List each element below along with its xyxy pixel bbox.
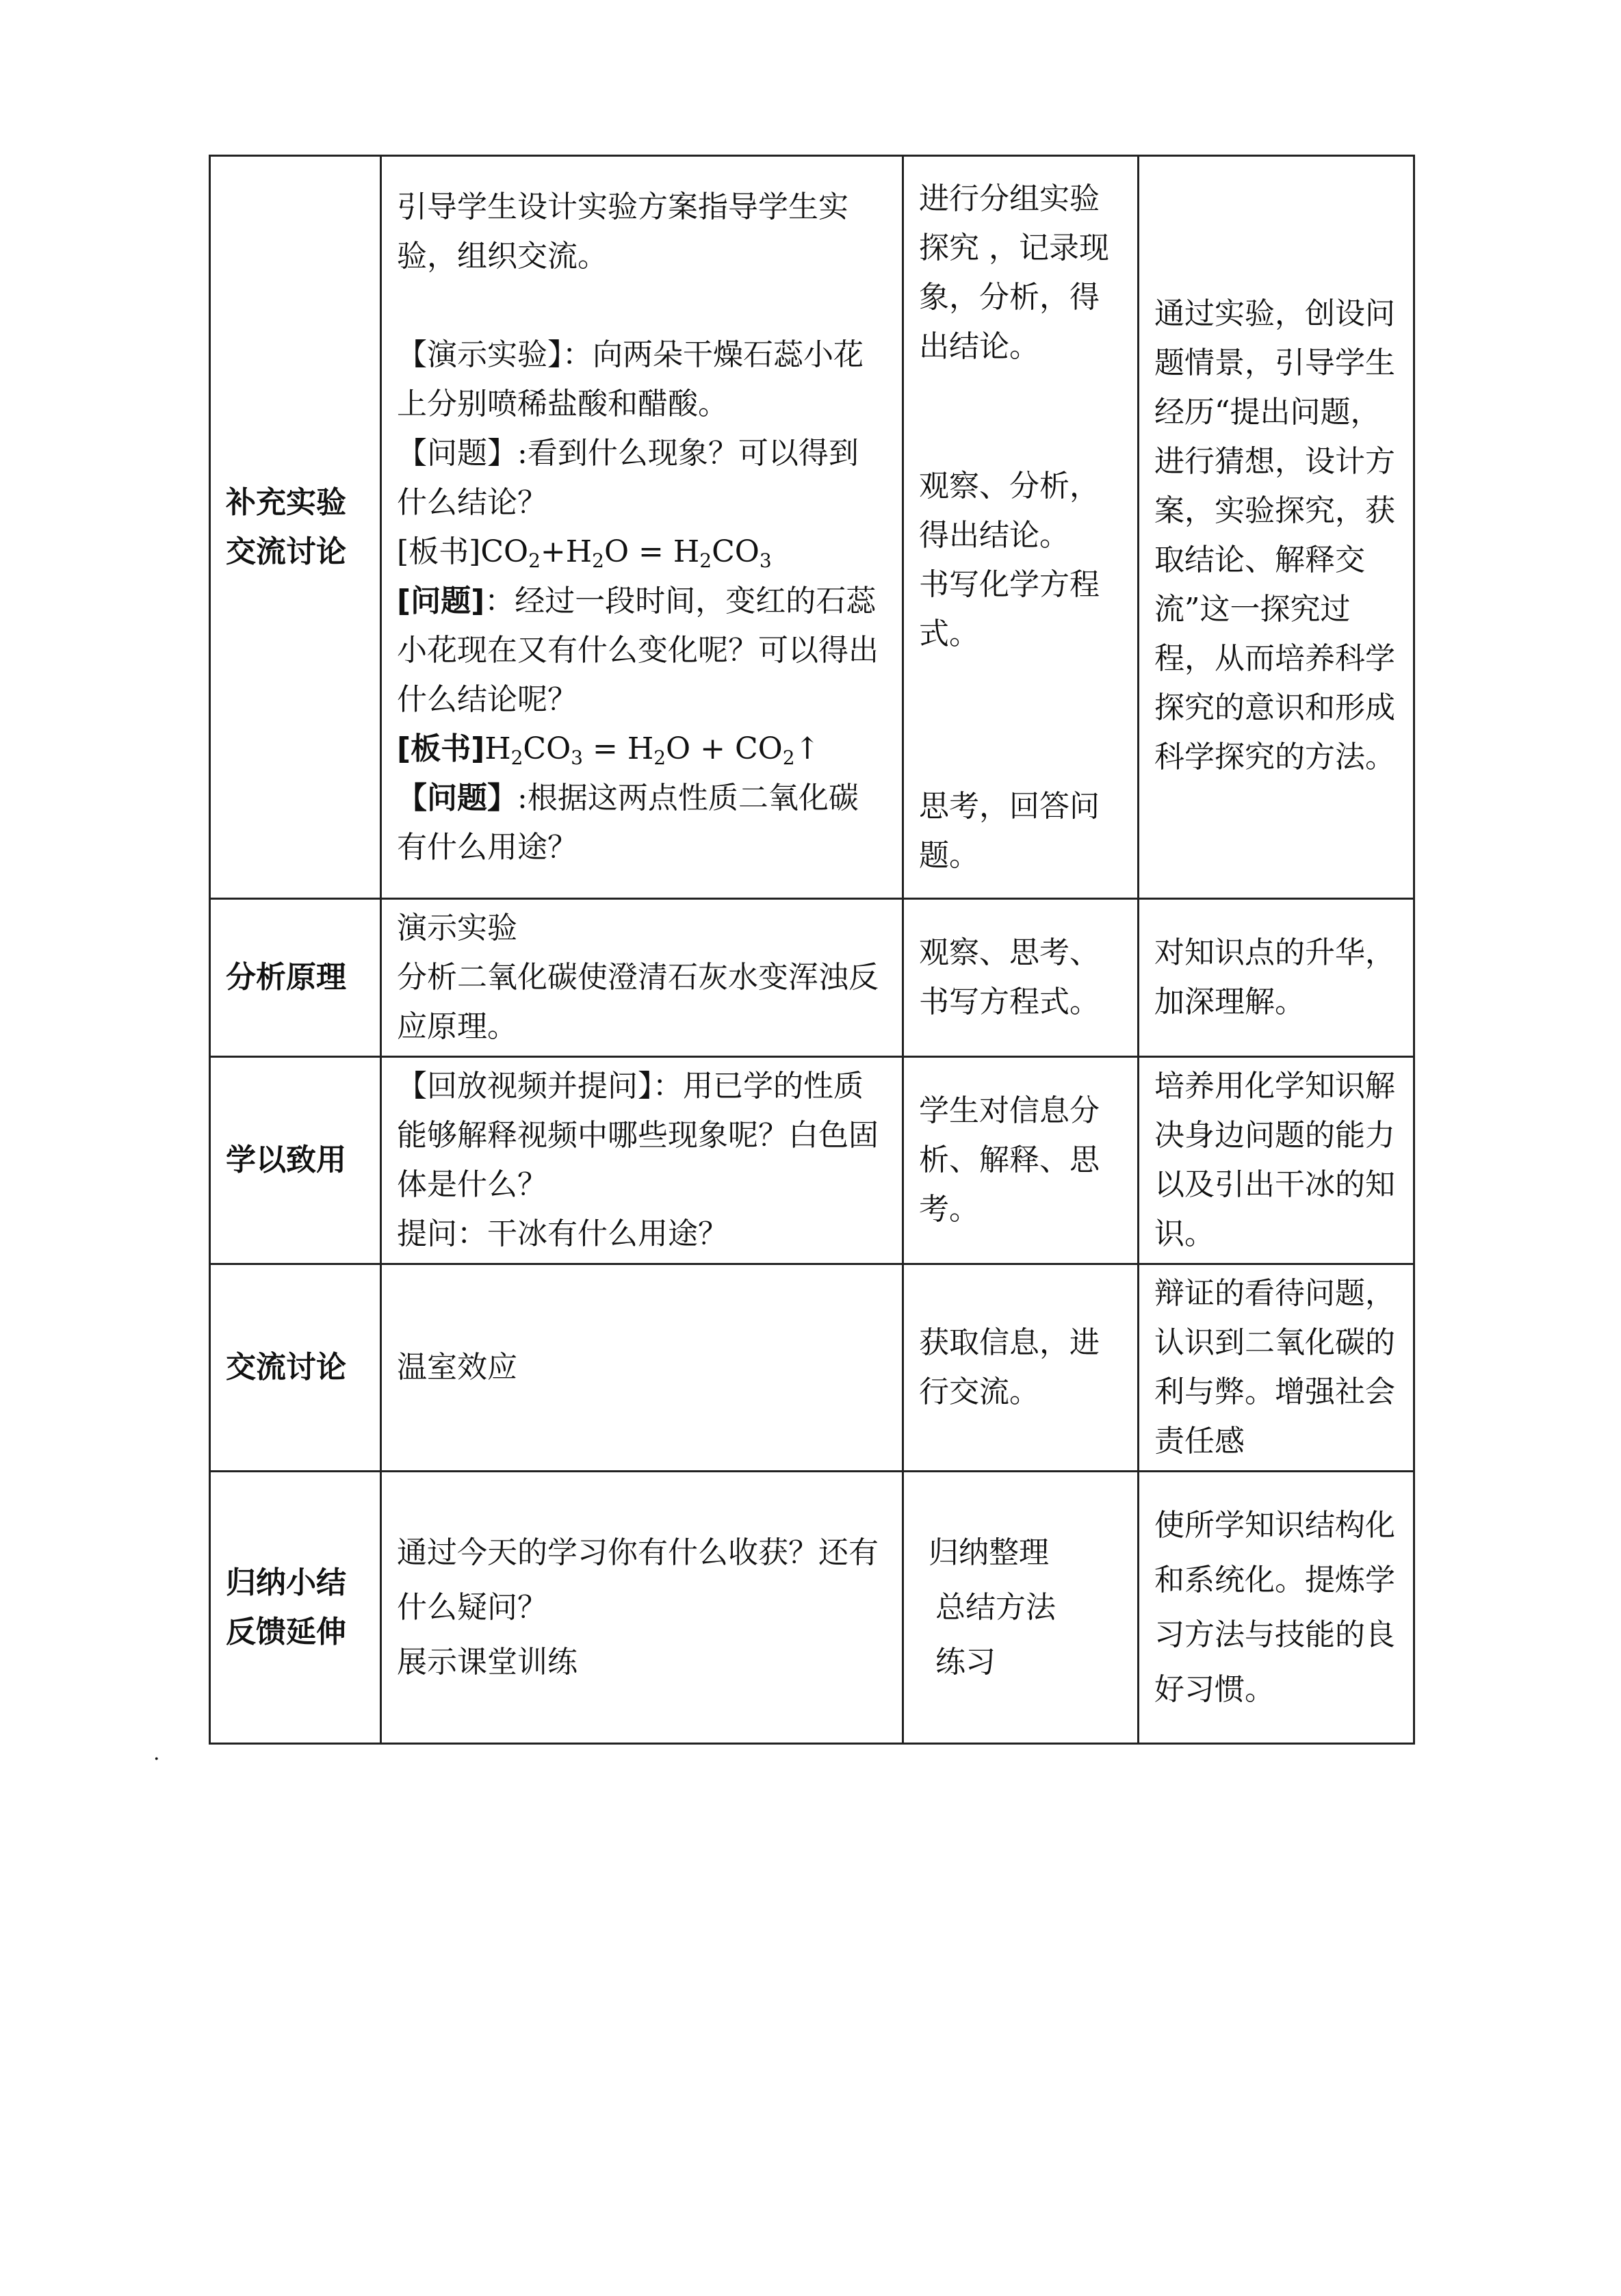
table-row	[210, 1264, 1414, 1472]
table-row	[210, 1057, 1414, 1264]
table-row	[210, 1472, 1414, 1744]
phase-cell	[210, 1057, 381, 1264]
student-activity-cell	[903, 1264, 1139, 1472]
phase-label: 补充实验	[226, 484, 346, 520]
purpose-text: 辩证的看待问题，认识到二氧化碳的利与弊。增强社会责任感	[1154, 1276, 1395, 1459]
phase-cell	[210, 156, 381, 899]
student-text: 学生对信息分析、解释、思考。	[919, 1093, 1100, 1227]
teacher-activity-cell	[381, 156, 903, 899]
phase-cell	[210, 899, 381, 1057]
teacher-activity-cell	[381, 1472, 903, 1744]
teacher-text: 【问题】:根据这两点性质二氧化碳有什么用途？	[397, 780, 859, 865]
student-text: 获取信息，进行交流。	[919, 1325, 1100, 1409]
teacher-text: [问题]：经过一段时间，变红的石蕊小花现在又有什么变化呢？可以得出什么结论呢？	[397, 583, 879, 717]
purpose-text: 使所学知识结构化和系统化。提炼学习方法与技能的良好习惯。	[1154, 1507, 1395, 1707]
lesson-plan-table	[209, 155, 1415, 1745]
teacher-activity-cell	[381, 899, 903, 1057]
purpose-text: 对知识点的升华，加深理解。	[1154, 935, 1395, 1019]
phase-label: 分析原理	[226, 960, 346, 995]
phase-cell	[210, 1472, 381, 1744]
student-text: 观察、分析，得出结论。	[919, 468, 1100, 553]
student-text: 总结方法	[935, 1589, 1056, 1625]
teacher-text: 提问：干冰有什么用途？	[397, 1216, 728, 1251]
teacher-activity-cell	[381, 1057, 903, 1264]
teacher-text: 温室效应	[397, 1350, 517, 1385]
design-purpose-cell	[1139, 1057, 1414, 1264]
teacher-text: 引导学生设计实验方案指导学生实验，组织交流。	[397, 189, 848, 274]
student-text: 思考，回答问题。	[919, 788, 1100, 873]
student-activity-cell	[903, 156, 1139, 899]
phase-label: 交流讨论	[226, 1350, 346, 1385]
purpose-text: 通过实验，创设问题情景，引导学生经历“提出问题，进行猜想，设计方案，实验探究，获取结论、解释交流”这一探究过程，从而培养科学探究的意识和形成科学探究的方法。	[1154, 296, 1395, 774]
table-row	[210, 899, 1414, 1057]
design-purpose-cell	[1139, 899, 1414, 1057]
phase-label: 学以致用	[226, 1143, 346, 1177]
student-text: 观察、思考、书写方程式。	[919, 935, 1100, 1019]
design-purpose-cell	[1139, 1472, 1414, 1744]
board-equation-1: [板书]$CO_2+H_2O = H_2CO_3$	[397, 534, 772, 572]
design-purpose-cell	[1139, 1264, 1414, 1472]
teacher-text: 通过今天的学习你有什么收获？还有什么疑问？	[397, 1535, 879, 1625]
student-activity-cell	[903, 899, 1139, 1057]
teacher-text: 【回放视频并提问】：用已学的性质能够解释视频中哪些现象呢？白色固体是什么？	[397, 1069, 879, 1202]
student-text: 归纳整理	[929, 1535, 1049, 1570]
teacher-text: 演示实验	[397, 911, 517, 945]
student-activity-cell	[903, 1057, 1139, 1264]
phase-label: 归纳小结	[226, 1565, 346, 1600]
phase-label: 交流讨论	[226, 534, 346, 569]
table-row	[210, 156, 1414, 899]
teacher-activity-cell	[381, 1264, 903, 1472]
footer-mark: .	[153, 1741, 160, 1765]
teacher-text: 分析二氧化碳使澄清石灰水变浑浊反应原理。	[397, 960, 879, 1044]
design-purpose-cell	[1139, 156, 1414, 899]
board-equation-2: [板书]$H_2CO_3 = H_2O$ + $CO_2↑$	[397, 731, 820, 769]
purpose-text: 培养用化学知识解决身边问题的能力以及引出干冰的知识。	[1154, 1069, 1395, 1251]
teacher-text: 【演示实验】：向两朵干燥石蕊小花上分别喷稀盐酸和醋酸。	[397, 337, 864, 421]
student-text: 进行分组实验探究 ，记录现象，分析，得出结论。	[919, 181, 1109, 364]
teacher-text: 展示课堂训练	[397, 1644, 578, 1680]
phase-label: 反馈延伸	[226, 1614, 346, 1649]
teacher-text: 【问题】:看到什么现象？可以得到什么结论？	[397, 435, 859, 520]
phase-cell	[210, 1264, 381, 1472]
student-activity-cell	[903, 1472, 1139, 1744]
student-text: 书写化学方程式。	[919, 566, 1100, 651]
student-text: 练习	[935, 1644, 996, 1680]
